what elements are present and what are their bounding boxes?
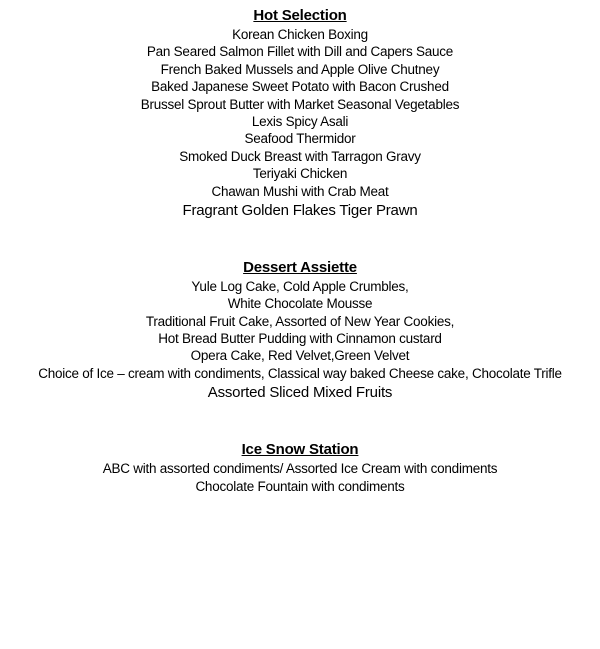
menu-item: White Chocolate Mousse <box>227 296 373 312</box>
menu-item: Seafood Thermidor <box>244 131 356 147</box>
menu-item: French Baked Mussels and Apple Olive Chutney <box>160 61 440 77</box>
menu-item: Korean Chicken Boxing <box>232 27 368 42</box>
menu-item: Chawan Mushi with Crab Meat <box>211 183 389 199</box>
menu-item: Chocolate Fountain with condiments <box>195 478 405 494</box>
menu-item: Teriyaki Chicken <box>252 166 348 182</box>
menu-item: Choice of Ice – cream with condiments, Classical way baked Cheese cake, Chocolate Trifle <box>38 365 562 381</box>
menu-item: Hot Bread Butter Pudding with Cinnamon custard <box>158 331 442 347</box>
menu-item: Opera Cake, Red Velvet,Green Velvet <box>190 348 410 364</box>
section-heading: Hot Selection <box>253 7 347 24</box>
section-hot-selection <box>0 6 600 221</box>
section-heading: Ice Snow Station <box>241 441 359 459</box>
menu-item: Smoked Duck Breast with Tarragon Gravy <box>179 148 421 164</box>
menu-item: Traditional Fruit Cake, Assorted of New Year Cookies, <box>145 313 455 329</box>
menu-item: Lexis Spicy Asali <box>251 113 349 129</box>
menu-item: Fragrant Golden Flakes Tiger Prawn <box>182 201 418 219</box>
menu-item: Baked Japanese Sweet Potato with Bacon Crushed <box>151 79 449 95</box>
section-ice-snow-station <box>0 440 600 495</box>
menu-document <box>0 6 600 495</box>
menu-item: Pan Seared Salmon Fillet with Dill and Capers Sauce <box>146 44 454 60</box>
menu-item: Brussel Sprout Butter with Market Seasonal Vegetables <box>140 96 460 112</box>
menu-item: Yule Log Cake, Cold Apple Crumbles, <box>191 278 409 294</box>
menu-item: Assorted Sliced Mixed Fruits <box>207 384 393 402</box>
section-heading: Dessert Assiette <box>243 258 357 276</box>
section-dessert-assiette <box>0 258 600 403</box>
menu-item: ABC with assorted condiments/ Assorted Ice Cream with condiments <box>102 461 498 477</box>
